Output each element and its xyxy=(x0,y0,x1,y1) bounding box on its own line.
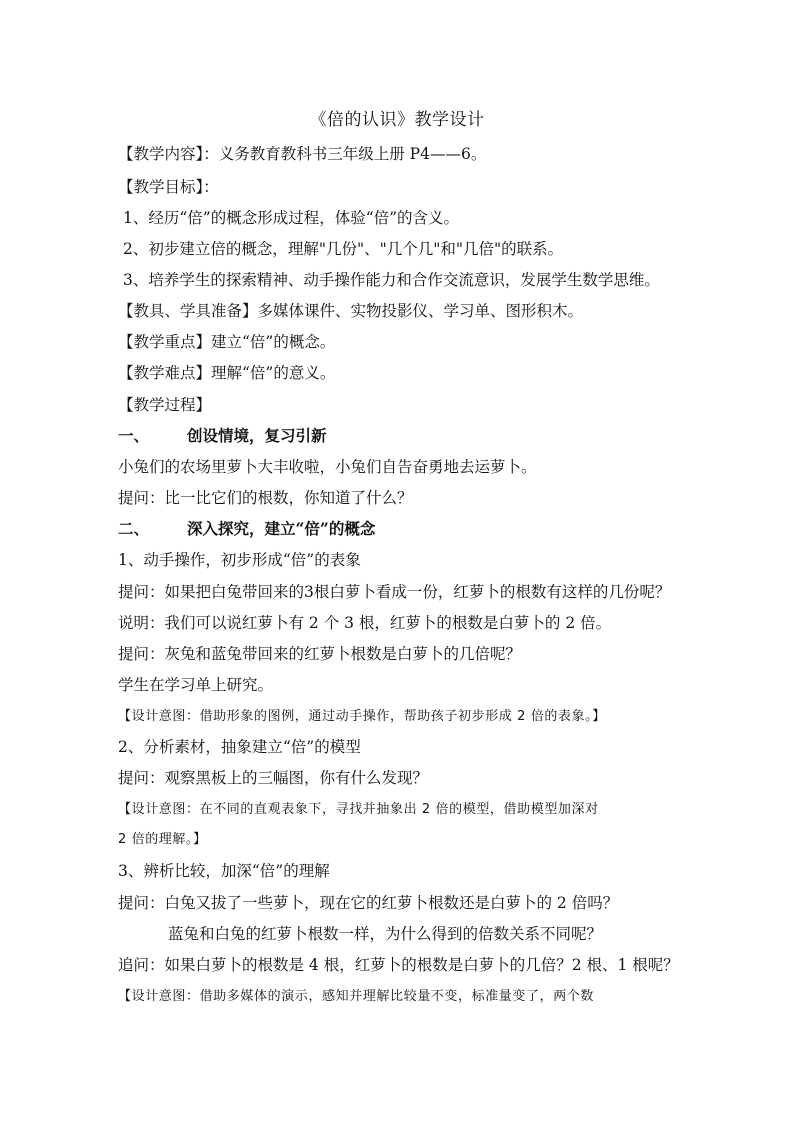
prep-line: 【教具、学具准备】多媒体课件、实物投影仪、学习单、图形积木。 xyxy=(118,302,584,320)
section-heading-1 xyxy=(118,426,327,446)
paragraph-line: 提问：白兔又拔了一些萝卜，现在它的红萝卜根数还是白萝卜的 2 倍吗？ xyxy=(118,894,619,912)
section-title: 创设情境，复习引新 xyxy=(187,426,327,445)
difficulty-line: 【教学难点】理解“倍”的意义。 xyxy=(118,364,336,382)
paragraph-line: 追问：如果白萝卜的根数是 4 根，红萝卜的根数是白萝卜的几倍？2 根、1 根呢？ xyxy=(118,956,679,974)
design-intent-note: 【设计意图：借助多媒体的演示，感知并理解比较量不变，标准量变了，两个数 xyxy=(118,989,595,1004)
paragraph-line: 提问：如果把白兔带回来的3根白萝卜看成一份，红萝卜的根数有这样的几份呢？ xyxy=(118,583,671,601)
design-intent-note: 2 倍的理解。】 xyxy=(118,832,207,847)
subsection-heading: 1、动手操作，初步形成“倍”的表象 xyxy=(118,551,361,569)
paragraph-line: 提问：灰兔和蓝兔带回来的红萝卜根数是白萝卜的几倍呢？ xyxy=(118,645,522,663)
subsection-heading: 2、分析素材，抽象建立“倍”的模型 xyxy=(118,738,361,756)
design-intent-note: 【设计意图：在不同的直观表象下，寻找并抽象出 2 倍的模型，借助模型加深对 xyxy=(118,802,599,817)
goal-item: 1、经历“倍”的概念形成过程，体验“倍”的含义。 xyxy=(123,209,460,227)
paragraph-line: 提问：比一比它们的根数，你知道了什么？ xyxy=(118,489,413,507)
goal-item: 2、初步建立倍的概念，理解"几份"、"几个几"和"几倍"的联系。 xyxy=(123,240,564,258)
paragraph-line: 说明：我们可以说红萝卜有 2 个 3 根，红萝卜的根数是白萝卜的 2 倍。 xyxy=(118,614,612,632)
paragraph-line: 学生在学习单上研究。 xyxy=(118,676,274,694)
key-point-line: 【教学重点】建立“倍”的概念。 xyxy=(118,333,336,351)
section-number: 二、 xyxy=(118,519,150,538)
goal-item: 3、培养学生的探索精神、动手操作能力和合作交流意识，发展学生数学思维。 xyxy=(123,271,660,289)
goals-heading: 【教学目标】： xyxy=(118,178,219,196)
paragraph-line: 蓝兔和白兔的红萝卜根数一样，为什么得到的倍数关系不同呢？ xyxy=(168,925,603,943)
section-title: 深入探究，建立“倍”的概念 xyxy=(187,519,376,538)
content-line: 【教学内容】：义务教育教科书三年级上册 P4——6。 xyxy=(118,145,487,163)
section-heading-2 xyxy=(118,519,375,539)
subsection-heading: 3、辨析比较，加深“倍”的理解 xyxy=(118,862,330,880)
section-number: 一、 xyxy=(118,426,150,445)
paragraph-line: 提问：观察黑板上的三幅图，你有什么发现？ xyxy=(118,769,429,787)
process-heading: 【教学过程】 xyxy=(118,396,212,414)
paragraph-line: 小兔们的农场里萝卜大丰收啦，小兔们自告奋勇地去运萝卜。 xyxy=(118,458,537,476)
document-title: 《倍的认识》教学设计 xyxy=(309,110,485,130)
design-intent-note: 【设计意图：借助形象的图例，通过动手操作，帮助孩子初步形成 2 倍的表象。】 xyxy=(118,709,606,724)
